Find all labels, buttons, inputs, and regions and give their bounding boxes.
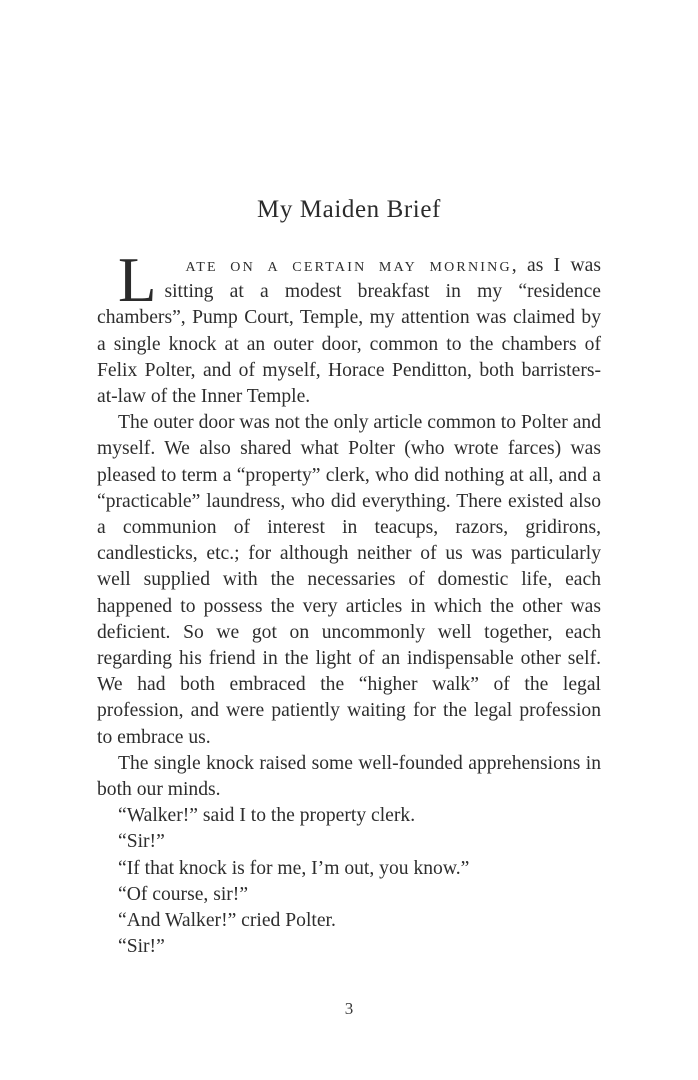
opening-paragraph-text: , as I was sitting at a modest breakfast in my “residence chambers”, Pump Court, Temple, my attention was claimed by a single knock at an outer door, common to the chambers of Felix Polter, and of myself, Horace Penditton, both barristers-at-law of the Inner Temple. bbox=[97, 255, 602, 408]
dialogue-line: “Of course, sir!” bbox=[118, 883, 249, 905]
paragraph: The single knock raised some well-founded apprehensions in both our minds. bbox=[97, 752, 601, 801]
dialogue-line: “And Walker!” cried Polter. bbox=[118, 910, 336, 932]
page-number: 3 bbox=[344, 999, 354, 1018]
chapter-title: My Maiden Brief bbox=[257, 196, 441, 223]
text-block bbox=[97, 245, 602, 960]
dialogue-line: “Sir!” bbox=[118, 936, 165, 958]
paragraph: The outer door was not the only article common to Polter and myself. We also shared what Polter (who wrote farces) was pleased to term a “property” clerk, who did nothing at all, and a “practicable” laundress, who did everything. There existed also a communion of interest in teacups, razors, gridirons, candlesticks, etc.; for although neither of us was particularly well supplied with the necessaries of domestic life, each happened to possess the very articles in which the other was deficient. So we got on uncommonly well together, each regarding his friend in the light of an indispensable other self. We had both embraced the “higher walk” of the legal profession, and were patiently waiting for the legal profession to embrace us. bbox=[97, 412, 601, 748]
drop-cap: L bbox=[118, 245, 157, 315]
dialogue-line: “Sir!” bbox=[118, 831, 165, 853]
opening-paragraph bbox=[97, 245, 602, 410]
dialogue-line: “Walker!” said I to the property clerk. bbox=[118, 805, 416, 827]
opening-small-caps: ate on a certain may morning bbox=[185, 255, 512, 276]
dialogue-line: “If that knock is for me, I’m out, you know.” bbox=[118, 857, 470, 879]
